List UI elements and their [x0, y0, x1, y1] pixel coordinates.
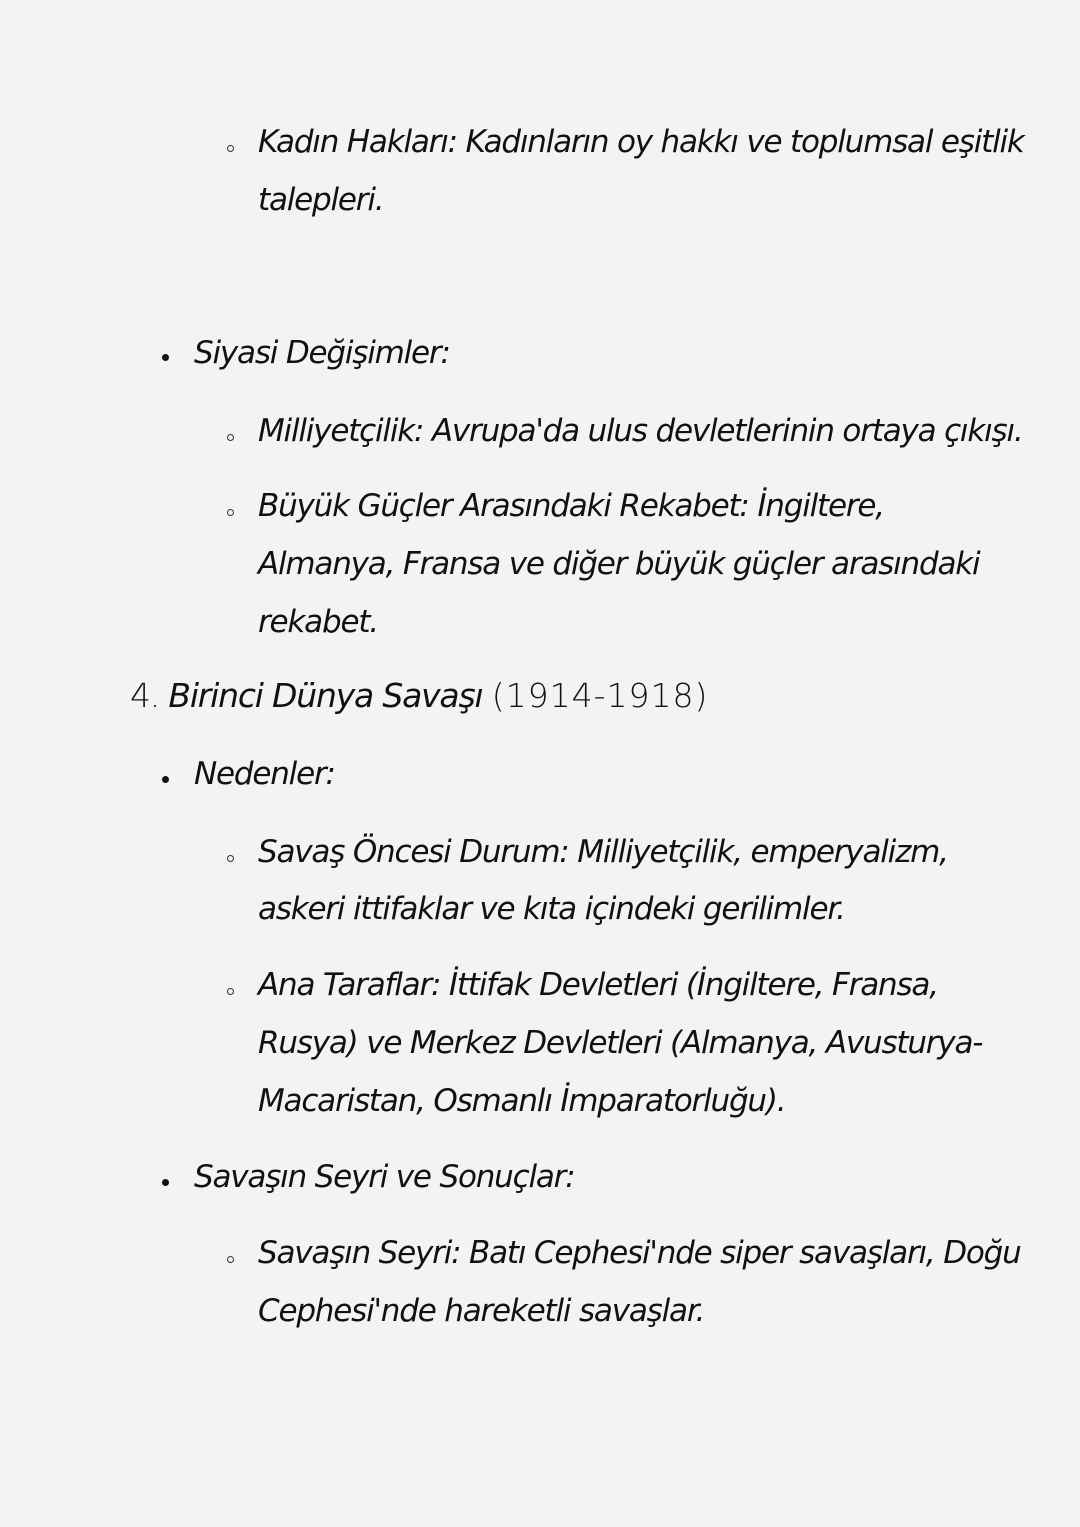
subitem-nationalism [258, 411, 1023, 451]
circle-bullet-icon [227, 509, 234, 516]
subitem-text-continuation: askeri ittifaklar ve kıta içindeki gerilimler. [258, 891, 845, 927]
heading-title: Birinci Dünya Savaşı [168, 676, 483, 715]
subitem-womens-rights [258, 122, 1024, 162]
circle-bullet-icon [227, 434, 234, 441]
heading-years: (1914-1918) [491, 676, 709, 715]
subitem-text-continuation: Macaristan, Osmanlı İmparatorluğu). [258, 1083, 786, 1119]
circle-bullet-icon [227, 1256, 234, 1263]
subitem-label: Savaş Öncesi Durum: [258, 834, 569, 870]
bullet-icon [162, 776, 169, 783]
subitem-label: Milliyetçilik: [258, 413, 424, 449]
section-title-causes: Nedenler: [194, 756, 335, 792]
subitem-text-continuation: rekabet. [258, 604, 378, 640]
subitem-text: İngiltere, [757, 488, 884, 524]
section-heading-ww1 [130, 676, 708, 716]
section-title-course: Savaşın Seyri ve Sonuçlar: [194, 1159, 575, 1195]
subitem-text: Batı Cephesi'nde siper savaşları, Doğu [469, 1235, 1021, 1271]
subitem-text-continuation: Rusya) ve Merkez Devletleri (Almanya, Avusturya- [258, 1025, 983, 1061]
subitem-label: Büyük Güçler Arasındaki Rekabet: [258, 488, 749, 524]
subitem-label: Ana Taraflar: [258, 967, 441, 1003]
section-title-political: Siyasi Değişimler: [194, 335, 450, 371]
subitem-text-continuation: talepleri. [258, 182, 384, 218]
bullet-icon [162, 1179, 169, 1186]
subitem-text: Kadınların oy hakkı ve toplumsal eşitlik [465, 124, 1024, 160]
bullet-icon [162, 354, 169, 361]
subitem-great-power-rivalry [258, 486, 884, 526]
subitem-main-sides [258, 965, 938, 1005]
subitem-label: Savaşın Seyri: [258, 1235, 461, 1271]
subitem-text-continuation: Almanya, Fransa ve diğer büyük güçler arasındaki [258, 546, 980, 582]
circle-bullet-icon [227, 988, 234, 995]
circle-bullet-icon [227, 855, 234, 862]
subitem-text: İttifak Devletleri (İngiltere, Fransa, [448, 967, 938, 1003]
subitem-label: Kadın Hakları: [258, 124, 457, 160]
subitem-course-of-war [258, 1233, 1021, 1273]
subitem-pre-war-situation [258, 832, 948, 872]
subitem-text: Milliyetçilik, emperyalizm, [577, 834, 948, 870]
circle-bullet-icon [227, 145, 234, 152]
subitem-text: Avrupa'da ulus devletlerinin ortaya çıkışı. [431, 413, 1023, 449]
subitem-text-continuation: Cephesi'nde hareketli savaşlar. [258, 1293, 705, 1329]
heading-number: 4. [130, 676, 160, 715]
